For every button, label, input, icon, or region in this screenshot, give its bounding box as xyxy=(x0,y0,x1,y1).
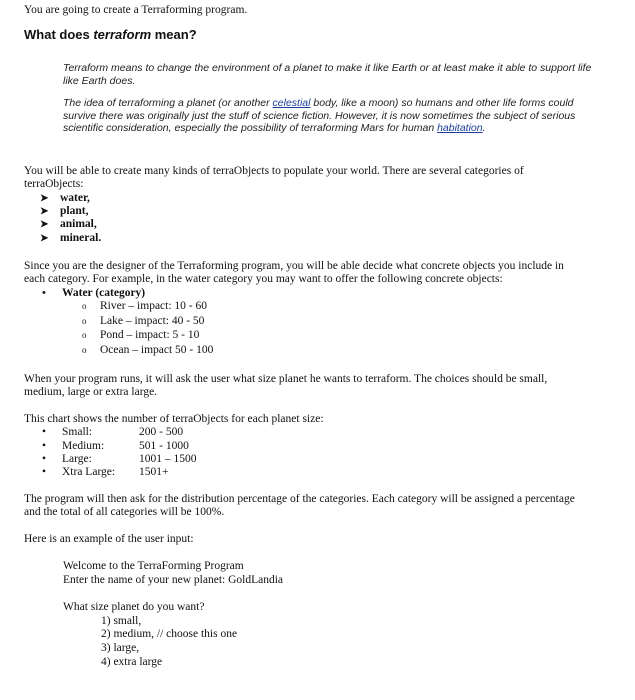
arrow-bullet-icon: ➤ xyxy=(40,219,49,230)
designer-paragraph: Since you are the designer of the Terraforming program, you will be able decide what concrete objects you include in each category. For example, in the water category you may want to offer the following concrete objects: xyxy=(24,260,564,285)
size-range: 1501+ xyxy=(139,466,169,478)
category-label: water, xyxy=(60,192,90,204)
arrow-bullet-icon: ➤ xyxy=(40,206,49,217)
categories-intro: You will be able to create many kinds of terraObjects to populate your world. There are several categories of terraObjects: xyxy=(24,165,524,190)
size-label: Medium: xyxy=(62,440,105,452)
size-row xyxy=(42,466,169,479)
arrow-bullet-icon: ➤ xyxy=(40,233,49,244)
size-row xyxy=(42,440,189,453)
category-label: animal, xyxy=(60,218,97,230)
water-object-label: Ocean – impact 50 - 100 xyxy=(100,344,214,356)
bullet-dot-icon: • xyxy=(42,426,47,438)
example-option: 2) medium, // choose this one xyxy=(101,628,238,640)
example-option: 4) extra large xyxy=(101,656,163,668)
size-range: 200 - 500 xyxy=(139,426,184,438)
circle-bullet-icon: o xyxy=(82,330,87,340)
water-object-item xyxy=(82,315,204,328)
size-label: Xtra Large: xyxy=(62,466,116,478)
heading-emph: terraform xyxy=(93,27,152,42)
habitation-link[interactable]: habitation xyxy=(437,122,483,134)
example-size-prompt: What size planet do you want? xyxy=(63,601,205,613)
circle-bullet-icon: o xyxy=(82,316,87,326)
circle-bullet-icon: o xyxy=(82,301,87,311)
history-quote xyxy=(63,97,603,135)
run-paragraph: When your program runs, it will ask the user what size planet he wants to terraform. The choices should be small, medium, large or extra large. xyxy=(24,373,548,398)
category-item xyxy=(40,192,90,205)
size-range: 1001 – 1500 xyxy=(139,453,197,465)
circle-bullet-icon: o xyxy=(82,345,87,355)
water-category-item xyxy=(42,287,145,300)
water-object-label: Lake – impact: 40 - 50 xyxy=(100,315,205,327)
bullet-dot-icon: • xyxy=(42,287,46,299)
definition-quote: Terraform means to change the environment of a planet to make it like Earth or at least make it able to support life like Earth does. xyxy=(63,62,592,87)
size-range: 501 - 1000 xyxy=(139,440,189,452)
quote-part-c: . xyxy=(482,122,486,134)
bullet-dot-icon: • xyxy=(42,440,47,452)
category-item xyxy=(40,218,97,231)
category-label: mineral. xyxy=(60,232,102,244)
bullet-dot-icon: • xyxy=(42,466,47,478)
example-option: 3) large, xyxy=(101,642,140,654)
size-label: Large: xyxy=(62,453,92,465)
heading-prefix: What does xyxy=(24,27,94,42)
water-object-item xyxy=(82,300,207,313)
water-object-label: River – impact: 10 - 60 xyxy=(100,300,207,312)
water-category-label: Water (category) xyxy=(62,287,146,299)
size-row xyxy=(42,426,183,439)
arrow-bullet-icon: ➤ xyxy=(40,193,49,204)
chart-intro: This chart shows the number of terraObjects for each planet size: xyxy=(24,413,324,425)
quote-part-a: The idea of terraforming a planet (or another xyxy=(63,97,273,109)
bullet-dot-icon: • xyxy=(42,453,47,465)
example-intro: Here is an example of the user input: xyxy=(24,533,194,545)
water-object-label: Pond – impact: 5 - 10 xyxy=(100,329,200,341)
category-item xyxy=(40,205,88,218)
quote-part-b: body, like a moon) so humans and other life forms could survive there was originally just the stuff of science fiction. However, it is now sometimes the subject of serious scientific consideration, especially the possibility of terraforming Mars for human xyxy=(63,97,576,134)
water-object-item xyxy=(82,344,213,357)
heading-suffix: mean? xyxy=(151,27,197,42)
example-welcome: Welcome to the TerraForming Program xyxy=(63,560,244,572)
intro-text: You are going to create a Terraforming program. xyxy=(24,4,248,16)
water-object-item xyxy=(82,329,199,342)
category-item xyxy=(40,232,101,245)
distribution-paragraph: The program will then ask for the distribution percentage of the categories. Each category will be assigned a percentage and the total of all categories will be 100%. xyxy=(24,493,575,518)
size-label: Small: xyxy=(62,426,93,438)
section-heading xyxy=(24,28,197,41)
celestial-link[interactable]: celestial xyxy=(272,97,311,109)
size-row xyxy=(42,453,197,466)
category-label: plant, xyxy=(60,205,89,217)
example-name-prompt: Enter the name of your new planet: GoldLandia xyxy=(63,574,284,586)
example-option: 1) small, xyxy=(101,615,142,627)
